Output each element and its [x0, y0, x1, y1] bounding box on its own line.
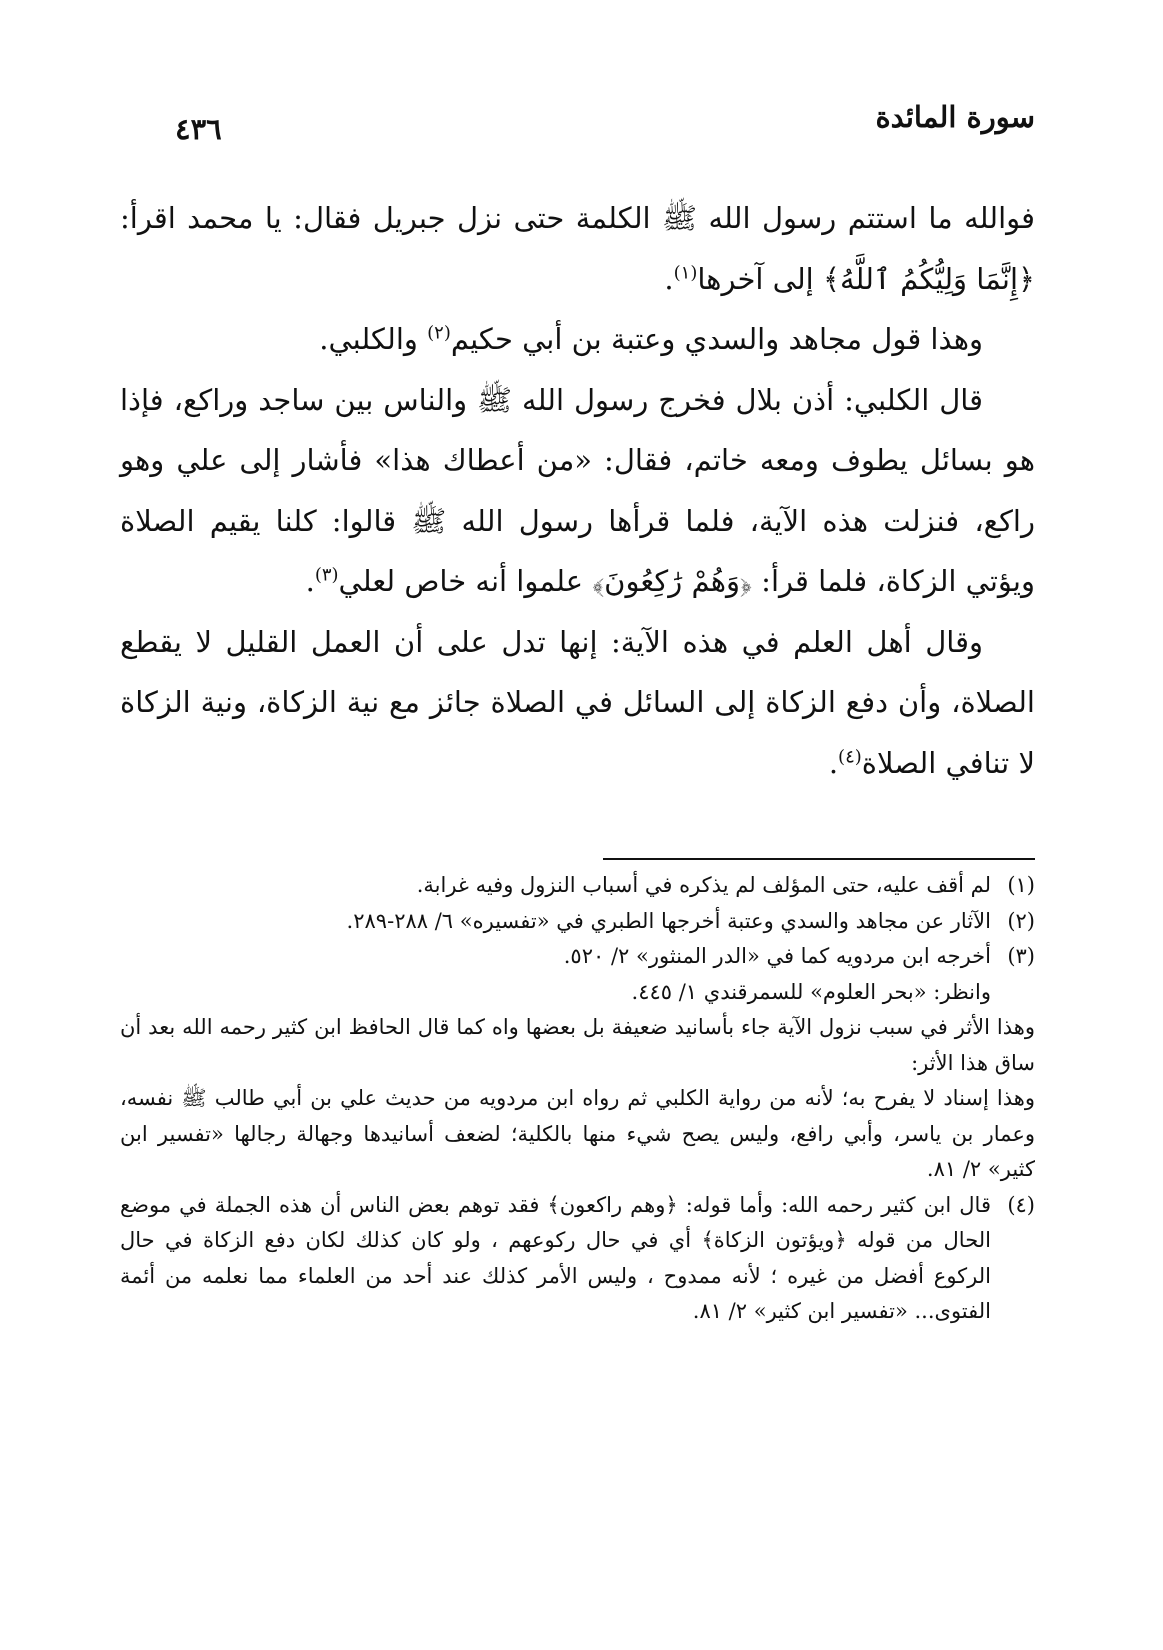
footnote-4	[120, 1188, 1035, 1330]
page-number: ٤٣٦	[175, 112, 222, 146]
footnote-4-number: (٤)	[1007, 1192, 1035, 1217]
paragraph-3-end: .	[305, 564, 315, 598]
main-text	[120, 188, 1035, 793]
footnote-2-text: الآثار عن مجاهد والسدي وعتبة أخرجها الطبري في «تفسيره» ٦/ ٢٨٨-٢٨٩.	[346, 908, 991, 933]
paragraph-4	[120, 612, 1035, 794]
footnote-3-number: (٣)	[1007, 944, 1035, 968]
surah-title: سورة المائدة	[875, 100, 1035, 134]
footnote-4-text: قال ابن كثير رحمه الله: وأما قوله: ﴿وهم راكعون﴾ فقد توهم بعض الناس أن هذه الجملة في موضع الحال من قوله ﴿ويؤتون الزكاة﴾ أي في حال ركوعهم ، ولو كان كذلك لكان دفع الزكاة في حال الركوع أفضل من غيره ؛ لأنه ممدوح ، وليس الأمر كذلك عند أحد من العلماء مما نعلمه من أئمة الفتوى... «تفسير ابن كثير» ٢/ ٨١.	[120, 1192, 991, 1323]
footnote-ref-3: (٣)	[314, 564, 339, 586]
paragraph-2	[120, 309, 1035, 370]
footnote-3-paragraph-2: وهذا إسناد لا يفرح به؛ لأنه من رواية الكلبي ثم رواه ابن مردويه من حديث علي بن أبي طالب ﷺ نفسه، وعمار بن ياسر، وأبي رافع، وليس يصح شيء منها بالكلية؛ لضعف أسانيدها وجهالة رجالها «تفسير ابن كثير» ٢/ ٨١.	[120, 1086, 1035, 1181]
paragraph-4-end: .	[828, 745, 839, 780]
paragraph-2-text: وهذا قول مجاهد والسدي وعتبة بن أبي حكيم	[450, 322, 983, 356]
page-header	[175, 100, 1035, 150]
footnote-2-number: (٢)	[1007, 908, 1035, 933]
footnote-1-number: (١)	[1007, 873, 1035, 897]
footnotes	[120, 868, 1035, 1330]
footnote-2	[120, 904, 1035, 940]
footnote-3-paragraph-1: وهذا الأثر في سبب نزول الآية جاء بأسانيد ضعيفة بل بعضها واه كما قال الحافظ ابن كثير رحمه الله بعد أن ساق هذا الأثر:	[120, 1015, 1035, 1075]
paragraph-4-text: وقال أهل العلم في هذه الآية: إنها تدل على أن العمل القليل لا يقطع الصلاة، وأن دفع الزكاة إلى السائل في الصلاة جائز مع نية الزكاة، ونية الزكاة لا تنافي الصلاة	[120, 624, 1035, 780]
paragraph-1-end: .	[664, 261, 674, 296]
paragraph-3-text: قال الكلبي: أذن بلال فخرج رسول الله ﷺ والناس بين ساجد وراكع، فإذا هو بسائل يطوف ومعه خاتم، فقال: «من أعطاك هذا» فأشار إلى علي وهو راكع، فنزلت هذه الآية، فلما قرأها رسول الله ﷺ قالوا: كلنا يقيم الصلاة ويؤتي الزكاة، فلما قرأ: ﴿وَهُمْ رَٰكِعُونَ﴾ علموا أنه خاص لعلي	[120, 382, 1035, 598]
paragraph-1-text: فوالله ما استتم رسول الله ﷺ الكلمة حتى نزل جبريل فقال: يا محمد اقرأ: ﴿إِنَّمَا وَلِيُّكُمُ ٱللَّهُ﴾ إلى آخرها	[120, 201, 1035, 296]
paragraph-2-end: والكلبي.	[319, 322, 428, 356]
footnote-1	[120, 868, 1035, 904]
footnote-3-line-1: أخرجه ابن مردويه كما في «الدر المنثور» ٢/ ٥٢٠.	[563, 944, 991, 968]
footnote-ref-1: (١)	[673, 261, 698, 283]
footnote-3-line-2: وانظر: «بحر العلوم» للسمرقندي ١/ ٤٤٥.	[631, 979, 991, 1004]
footnote-divider	[603, 858, 1035, 860]
footnote-3	[120, 939, 1035, 1010]
paragraph-3	[120, 370, 1035, 612]
footnote-1-text: لم أقف عليه، حتى المؤلف لم يذكره في أسباب النزول وفيه غرابة.	[416, 873, 991, 897]
footnote-ref-4: (٤)	[838, 745, 862, 767]
paragraph-1	[120, 188, 1035, 309]
footnote-ref-2: (٢)	[427, 322, 451, 344]
